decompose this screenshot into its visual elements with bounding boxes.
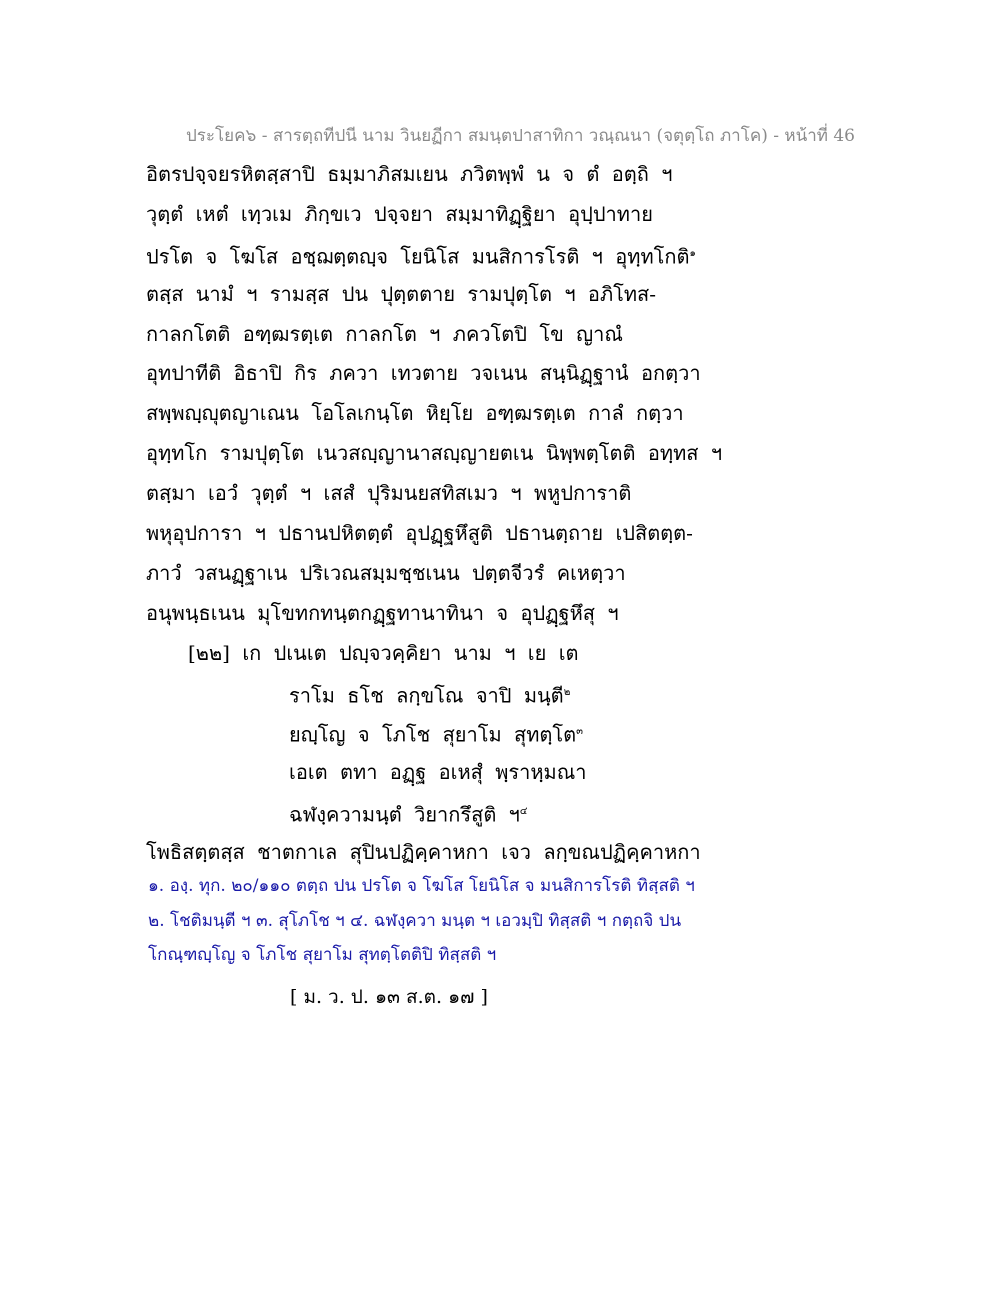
body-line: อุทปาทีติ อิธาปิ กิร ภควา เทวตาย วจเนน สนฺนิฏฺฐานํ อกตฺวา (146, 361, 701, 386)
body-line: โพธิสตฺตสฺส ชาตกาเล สุปินปฏิคฺคาหกา เจว ลกฺขณปฏิคฺคาหกา (146, 840, 701, 865)
footnote-line: ๒. โชติมนฺตี ฯ ๓. สุโภโช ฯ ๔. ฉฬงฺควา มนฺต ฯ เอวมฺปิ ทิสฺสติ ฯ กตฺถจิ ปน (148, 910, 682, 931)
body-line: ตสฺส นามํ ฯ รามสฺส ปน ปุตฺตตาย รามปุตฺโต ฯ อภิโทส- (146, 281, 657, 306)
verse-text: ฉฬงฺความนฺตํ วิยากรึสูติ ฯ (289, 802, 520, 827)
footnote-line: ๑. องฺ. ทุก. ๒๐/๑๑๐ ตตฺถ ปน ปรโต จ โฆโส โยนิโส จ มนสิการโรติ ทิสฺสติ ฯ (148, 876, 695, 896)
footnote-line: โกณฺฑญฺโญ จ โภโช สุยาโม สุทตฺโตติปิ ทิสฺสติ ฯ (148, 945, 497, 965)
section-heading-line: [๒๒] เก ปเนเต ปญฺจวคฺคิยา นาม ฯ เย เต (188, 640, 579, 665)
verse-text: ราโม ธโช ลกฺขโณ จาปิ มนฺตี (289, 683, 564, 708)
verse-line (146, 678, 706, 718)
body-line: อิตรปจฺจยรหิตสฺสาปิ ธมฺมาภิสมเยน ภวิตพฺพํ น จ ตํ อตฺถิ ฯ (146, 162, 673, 186)
verse-line (146, 717, 706, 757)
body-line: อุทฺทโก รามปุตฺโต เนวสญฺญานาสญฺญายตเน นิพฺพตฺโตติ อทฺทส ฯ (146, 441, 723, 466)
body-line: พหุอุปการา ฯ ปธานปหิตตฺตํ อุปฏฺฐหึสูติ ปธานตฺถาย เปสิตตฺต- (146, 521, 693, 546)
body-line: กาลกโตติ อฑฺฒรตฺเต กาลกโต ฯ ภควโตปิ โข ญาณํ (146, 321, 623, 346)
body-text (146, 159, 723, 877)
footnote-marker: ๑ (689, 247, 696, 259)
footnote-marker: ๔ (519, 806, 528, 818)
verse-text: ยญฺโญ จ โภโช สุยาโม สุทตฺโต (289, 723, 577, 748)
footnote-marker: ๒ (563, 686, 571, 698)
source-reference: [ ม. ว. ป. ๑๓ ส.ต. ๑๗ ] (290, 986, 488, 1008)
body-line-text: ปรโต จ โฆโส อชฺฌตฺตญฺจ โยนิโส มนสิการโรติ ฯ อุทฺทโกติ (146, 244, 690, 269)
body-line (146, 239, 706, 279)
verse-line (146, 797, 706, 837)
verse-line: เอเต ตทา อฏฺฐ อเหสุํ พฺราหฺมณา (289, 760, 587, 785)
footnotes (148, 872, 708, 976)
body-line: อนุพนฺธเนน มุโขทกทนฺตกฏฺฐทานาทินา จ อุปฏฺฐหึสุ ฯ (146, 600, 619, 625)
body-line: ตสฺมา เอวํ วุตฺตํ ฯ เสสํ ปุริมนยสทิสเมว ฯ พหูปการาติ (146, 481, 632, 506)
page-header: ประโยค๖ - สารตฺถทีปนี นาม วินยฏีกา สมนฺตปาสาทิกา วณฺณนา (จตุตฺโถ ภาโค) - หน้าที่ 46 (186, 126, 855, 146)
footnote-marker: ๓ (576, 726, 583, 738)
body-line: วุตฺตํ เหตํ เทฺวเม ภิกฺขเว ปจฺจยา สมฺมาทิฏฺฐิยา อุปฺปาทาย (146, 201, 653, 226)
body-line: สพฺพญฺญุตญาเณน โอโลเกนฺโต หิยฺโย อฑฺฒรตฺเต กาลํ กตฺวา (146, 401, 684, 426)
body-line: ภาวํ วสนฏฺฐาเน ปริเวณสมฺมชฺชเนน ปตฺตจีวรํ คเหตฺวา (146, 560, 626, 585)
